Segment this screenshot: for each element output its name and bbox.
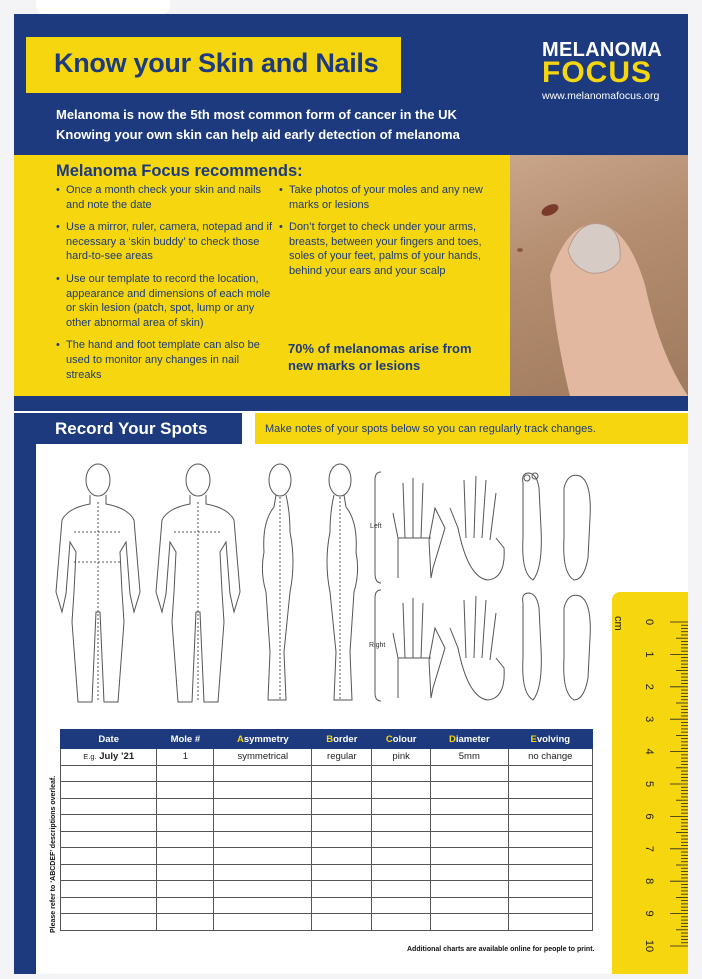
cell-mole[interactable]: 1 xyxy=(157,749,214,766)
table-cell[interactable] xyxy=(312,831,372,848)
logo-text-top: MELANOMA xyxy=(542,39,663,61)
list-item: • Take photos of your moles and any new marks or lesions xyxy=(279,183,497,212)
table-cell[interactable] xyxy=(372,815,431,832)
record-note: Make notes of your spots below so you can regularly track changes. xyxy=(265,423,596,435)
right-hand-palm xyxy=(450,596,504,700)
table-cell[interactable] xyxy=(431,848,509,865)
table-header-0: Date xyxy=(61,730,157,749)
table-cell[interactable] xyxy=(372,798,431,815)
cell-asymmetry[interactable]: symmetrical xyxy=(214,749,312,766)
left-foot-sole xyxy=(564,475,591,580)
table-cell[interactable] xyxy=(61,815,157,832)
table-header-1: Mole # xyxy=(157,730,214,749)
ruler-number: 3 xyxy=(643,716,655,723)
ruler-number: 9 xyxy=(643,910,655,917)
table-cell[interactable] xyxy=(157,782,214,799)
table-cell[interactable] xyxy=(312,848,372,865)
page-title: Know your Skin and Nails xyxy=(54,48,379,78)
table-cell[interactable] xyxy=(61,864,157,881)
table-cell[interactable] xyxy=(372,881,431,898)
table-cell[interactable] xyxy=(372,765,431,782)
ruler-number: 6 xyxy=(643,813,655,820)
table-header-row xyxy=(61,730,593,749)
intro-line-2: Knowing your own skin can help aid early detection of melanoma xyxy=(56,127,460,142)
table-cell[interactable] xyxy=(214,765,312,782)
table-cell[interactable] xyxy=(214,914,312,931)
table-cell[interactable] xyxy=(312,765,372,782)
table-cell[interactable] xyxy=(431,815,509,832)
table-cell[interactable] xyxy=(157,831,214,848)
table-cell[interactable] xyxy=(312,881,372,898)
ruler-number: 5 xyxy=(643,780,655,788)
table-cell[interactable] xyxy=(61,881,157,898)
table-cell[interactable] xyxy=(431,897,509,914)
left-hand-back xyxy=(393,478,445,578)
table-header-6: Evolving xyxy=(508,730,592,749)
table-row xyxy=(61,881,593,898)
table-row xyxy=(61,914,593,931)
table-cell[interactable] xyxy=(372,897,431,914)
table-cell[interactable] xyxy=(508,864,592,881)
table-cell[interactable] xyxy=(508,798,592,815)
ruler-number: 10 xyxy=(643,939,655,953)
logo-text-bottom: FOCUS xyxy=(542,56,652,89)
table-cell[interactable] xyxy=(157,864,214,881)
table-row xyxy=(61,782,593,799)
table-cell[interactable] xyxy=(157,848,214,865)
table-row xyxy=(61,897,593,914)
body-side-left xyxy=(262,464,293,700)
table-row xyxy=(61,765,593,782)
table-cell[interactable] xyxy=(372,782,431,799)
logo-url[interactable]: www.melanomafocus.org xyxy=(542,90,660,102)
table-cell[interactable] xyxy=(508,914,592,931)
table-cell[interactable] xyxy=(214,848,312,865)
table-cell[interactable] xyxy=(214,881,312,898)
body-side-right xyxy=(327,464,358,700)
table-cell[interactable] xyxy=(61,782,157,799)
table-row xyxy=(61,848,593,865)
right-foot-sole xyxy=(564,595,591,700)
table-cell[interactable] xyxy=(508,897,592,914)
cell-date[interactable]: E.g. July ’21 xyxy=(61,749,157,766)
table-cell[interactable] xyxy=(372,848,431,865)
ruler-ticks xyxy=(612,592,688,974)
photo-illustration xyxy=(510,155,688,396)
left-hand-palm xyxy=(450,476,504,580)
table-cell[interactable] xyxy=(431,864,509,881)
left-foot-top xyxy=(523,473,542,580)
ruler-number: 7 xyxy=(643,845,655,852)
ruler-number: 1 xyxy=(643,651,655,658)
left-margin-bar xyxy=(14,444,36,974)
table-cell[interactable] xyxy=(157,815,214,832)
left-label: Left xyxy=(370,523,382,530)
recommendations-right-list xyxy=(279,183,497,287)
table-cell[interactable] xyxy=(508,848,592,865)
table-cell[interactable] xyxy=(157,798,214,815)
list-item: • Use our template to record the location, appearance and dimensions of each mole or skin lesion (patch, spot, lump or any other abnormal area of skin) xyxy=(56,272,274,330)
table-cell[interactable] xyxy=(61,831,157,848)
cell-evolving[interactable]: no change xyxy=(508,749,592,766)
finger-mole-photo xyxy=(510,155,688,396)
ruler-number: 8 xyxy=(643,878,655,885)
cell-colour[interactable]: pink xyxy=(372,749,431,766)
right-foot-top xyxy=(523,593,542,700)
table-cell[interactable] xyxy=(372,864,431,881)
table-header-3: Border xyxy=(312,730,372,749)
table-cell[interactable] xyxy=(312,914,372,931)
list-item: • Once a month check your skin and nails and note the date xyxy=(56,183,274,212)
table-cell[interactable] xyxy=(312,798,372,815)
table-row xyxy=(61,798,593,815)
table-row-example xyxy=(61,749,593,766)
table-cell[interactable] xyxy=(372,914,431,931)
table-cell[interactable] xyxy=(431,765,509,782)
table-cell[interactable] xyxy=(431,782,509,799)
table-cell[interactable] xyxy=(312,897,372,914)
table-cell[interactable] xyxy=(61,798,157,815)
table-header-5: Diameter xyxy=(431,730,509,749)
table-cell[interactable] xyxy=(431,881,509,898)
table-cell[interactable] xyxy=(157,881,214,898)
table-cell[interactable] xyxy=(214,864,312,881)
ruler-unit: cm xyxy=(612,616,624,631)
table-cell[interactable] xyxy=(372,831,431,848)
table-cell[interactable] xyxy=(431,914,509,931)
page-tab xyxy=(36,0,170,14)
divider-stripe xyxy=(14,403,688,411)
body-outline-diagram xyxy=(50,462,370,712)
list-item: • Use a mirror, ruler, camera, notepad and if necessary a ‘skin buddy’ to check those hard-to-see areas xyxy=(56,220,274,264)
abcde-table xyxy=(60,729,593,931)
table-cell[interactable] xyxy=(508,831,592,848)
body-front xyxy=(56,464,140,702)
table-cell[interactable] xyxy=(214,897,312,914)
footer-note: Additional charts are available online for people to print. xyxy=(407,946,595,953)
table-row xyxy=(61,864,593,881)
table-cell[interactable] xyxy=(431,831,509,848)
table-header-2: Asymmetry xyxy=(214,730,312,749)
intro-line-1: Melanoma is now the 5th most common form of cancer in the UK xyxy=(56,107,457,122)
table-cell[interactable] xyxy=(157,914,214,931)
table-row xyxy=(61,815,593,832)
list-item: • The hand and foot template can also be used to monitor any changes in nail streaks xyxy=(56,338,274,382)
table-cell[interactable] xyxy=(508,881,592,898)
ruler-number: 2 xyxy=(643,683,655,690)
side-note: Please refer to ‘ABCDEF’ descriptions overleaf. xyxy=(50,775,57,933)
cell-border[interactable]: regular xyxy=(312,749,372,766)
right-hand-back xyxy=(393,598,445,698)
table-cell[interactable] xyxy=(312,815,372,832)
record-title: Record Your Spots xyxy=(55,419,208,438)
statistic-callout: 70% of melanomas arise from new marks or lesions xyxy=(288,341,472,373)
ruler-number: 4 xyxy=(643,748,655,755)
table-cell[interactable] xyxy=(508,815,592,832)
recommendations-left-list xyxy=(56,183,274,390)
table-cell[interactable] xyxy=(61,897,157,914)
table-header-4: Colour xyxy=(372,730,431,749)
body-back xyxy=(156,464,240,702)
ruler-number: 0 xyxy=(643,618,655,626)
table-cell[interactable] xyxy=(214,782,312,799)
table-cell[interactable] xyxy=(61,765,157,782)
table-cell[interactable] xyxy=(312,782,372,799)
recommendations-heading: Melanoma Focus recommends: xyxy=(56,162,303,180)
table-cell[interactable] xyxy=(61,848,157,865)
table-cell[interactable] xyxy=(157,765,214,782)
table-cell[interactable] xyxy=(61,914,157,931)
table-cell[interactable] xyxy=(214,815,312,832)
table-cell[interactable] xyxy=(431,798,509,815)
right-label: Right xyxy=(369,642,386,649)
hands-feet-diagram xyxy=(373,468,613,703)
table-cell[interactable] xyxy=(312,864,372,881)
table-row xyxy=(61,831,593,848)
list-item: • Don’t forget to check under your arms, breasts, between your fingers and toes, soles of your feet, palms of your hands, behind your ears and your scalp xyxy=(279,220,497,278)
table-cell[interactable] xyxy=(214,798,312,815)
table-cell[interactable] xyxy=(214,831,312,848)
table-cell[interactable] xyxy=(508,782,592,799)
table-cell[interactable] xyxy=(508,765,592,782)
cell-diameter[interactable]: 5mm xyxy=(431,749,509,766)
table-cell[interactable] xyxy=(157,897,214,914)
